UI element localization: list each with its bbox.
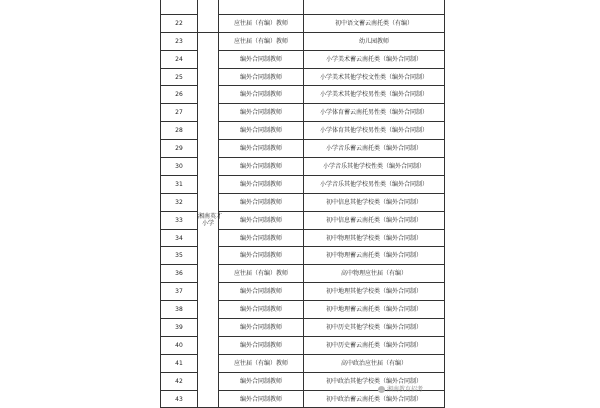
row-number	[161, 0, 198, 14]
subject-category: 小学音乐蓄云南托类（编外合同制）	[304, 140, 445, 158]
recruitment-table	[160, 0, 445, 408]
subject-category: 初中政治蓄云南托类（编外合同制）	[304, 390, 445, 408]
post-type: 编外合同制教师	[219, 140, 304, 158]
row-number: 27	[161, 104, 198, 122]
subject-category: 初中物理其他学校类（编外合同制）	[304, 229, 445, 247]
school-name-line2: 小学	[201, 220, 214, 228]
row-number: 42	[161, 372, 198, 390]
post-type: 编外合同制教师	[219, 390, 304, 408]
row-number: 31	[161, 175, 198, 193]
subject-category: 小学体育其他学校男性类（编外合同制）	[304, 122, 445, 140]
row-number: 25	[161, 68, 198, 86]
row-number: 39	[161, 319, 198, 337]
school-name-line1: 湘南英才	[198, 213, 223, 221]
watermark-text: 湘南教育招考	[387, 386, 424, 393]
post-type: 应往届（有编）教师	[219, 265, 304, 283]
subject-category: 小学体育蓄云南托男性类（编外合同制）	[304, 104, 445, 122]
row-number: 33	[161, 211, 198, 229]
subject-category: 初中历史蓄云南托类（编外合同制）	[304, 336, 445, 354]
subject-category: 初中地理蓄云南托类（编外合同制）	[304, 301, 445, 319]
row-number: 43	[161, 390, 198, 408]
row-number: 40	[161, 336, 198, 354]
row-number: 28	[161, 122, 198, 140]
subject-category: 高中物理应往届（有编）	[304, 265, 445, 283]
subject-category: 幼儿园教师	[304, 32, 445, 50]
post-type: 编外合同制教师	[219, 229, 304, 247]
row-number: 35	[161, 247, 198, 265]
row-number: 34	[161, 229, 198, 247]
post-type: 编外合同制教师	[219, 319, 304, 337]
post-type: 编外合同制教师	[219, 86, 304, 104]
row-number: 29	[161, 140, 198, 158]
row-number: 22	[161, 14, 198, 32]
post-type: 编外合同制教师	[219, 158, 304, 176]
subject-category	[304, 0, 445, 14]
subject-category: 小学美术其他学校文性类（编外合同制）	[304, 68, 445, 86]
post-type: 编外合同制教师	[219, 104, 304, 122]
subject-category: 初中物理蓄云南托类（编外合同制）	[304, 247, 445, 265]
subject-category: 初中地理其他学校类（编外合同制）	[304, 283, 445, 301]
row-number: 41	[161, 354, 198, 372]
post-type	[219, 0, 304, 14]
post-type: 编外合同制教师	[219, 336, 304, 354]
subject-category: 初中历史其他学校类（编外合同制）	[304, 319, 445, 337]
subject-category: 高中政治应往届（有编）	[304, 354, 445, 372]
subject-category: 初中政治其他学校类（编外合同制）	[304, 372, 445, 390]
row-number: 36	[161, 265, 198, 283]
row-number: 24	[161, 50, 198, 68]
post-type: 编外合同制教师	[219, 175, 304, 193]
school-name-cell	[198, 32, 223, 408]
post-type: 编外合同制教师	[219, 193, 304, 211]
table-row	[161, 0, 445, 14]
row-number: 23	[161, 32, 198, 50]
row-number: 30	[161, 158, 198, 176]
post-type: 编外合同制教师	[219, 68, 304, 86]
subject-category: 小学美术其他学校男性类（编外合同制）	[304, 86, 445, 104]
watermark	[378, 384, 423, 393]
post-type: 编外合同制教师	[219, 50, 304, 68]
recruitment-table-body	[161, 0, 445, 408]
subject-category: 初中语文蓄云南托类（有编）	[304, 14, 445, 32]
subject-category: 初中信息其他学校类（编外合同制）	[304, 193, 445, 211]
post-type: 应往届（有编）教师	[219, 14, 304, 32]
subject-category: 小学音乐其他学校男性类（编外合同制）	[304, 175, 445, 193]
post-type: 编外合同制教师	[219, 247, 304, 265]
post-type: 编外合同制教师	[219, 372, 304, 390]
post-type: 编外合同制教师	[219, 283, 304, 301]
subject-category: 小学美术蓄云南托类（编外合同制）	[304, 50, 445, 68]
post-type: 应往届（有编）教师	[219, 32, 304, 50]
post-type: 应往届（有编）教师	[219, 354, 304, 372]
table-row	[161, 32, 445, 50]
row-number: 38	[161, 301, 198, 319]
subject-category: 初中信息蓄云南托类（编外合同制）	[304, 211, 445, 229]
post-type: 编外合同制教师	[219, 301, 304, 319]
row-number: 37	[161, 283, 198, 301]
row-number: 26	[161, 86, 198, 104]
subject-category: 小学音乐其他学校性类（编外合同制）	[304, 158, 445, 176]
row-number: 32	[161, 193, 198, 211]
post-type: 编外合同制教师	[219, 211, 304, 229]
post-type: 编外合同制教师	[219, 122, 304, 140]
school-cell-top	[198, 0, 219, 32]
wechat-logo-icon	[378, 386, 385, 393]
